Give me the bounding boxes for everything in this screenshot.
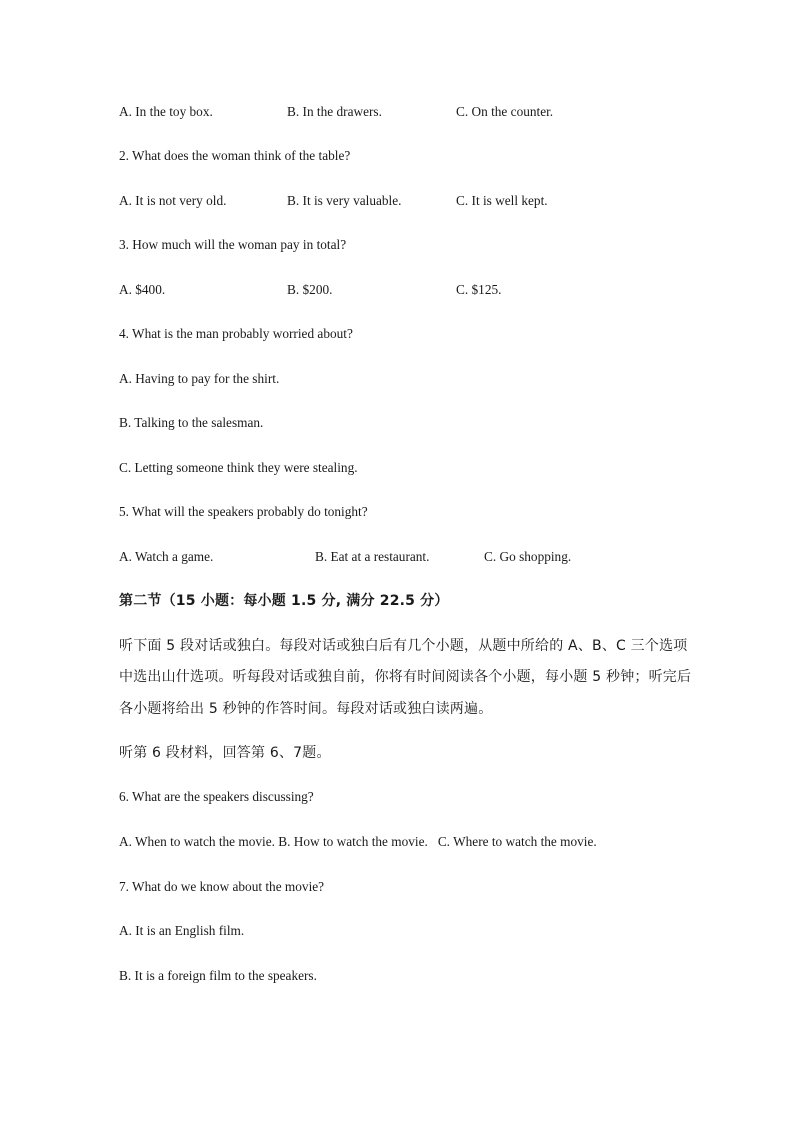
- q3-option-c: C. $125.: [456, 282, 502, 297]
- q4-option-a: A. Having to pay for the shirt.: [119, 371, 280, 386]
- section2-instructions-line-1: 听下面 5 段对话或独白。每段对话或独白后有几个小题，从题中所给的 A、B、C 三个选项: [119, 638, 688, 654]
- q1-option-c: C. On the counter.: [456, 104, 554, 119]
- q5-option-a: A. Watch a game.: [119, 549, 214, 564]
- section2-heading: 第二节（15 小题：每小题 1.5 分, 满分 22.5 分）: [119, 593, 449, 609]
- q2-option-a: A. It is not very old.: [119, 193, 227, 208]
- q7-question: 7. What do we know about the movie?: [119, 879, 325, 894]
- q4-option-b: B. Talking to the salesman.: [119, 415, 264, 430]
- q7-option-a: A. It is an English film.: [119, 923, 245, 938]
- q4-question: 4. What is the man probably worried about?: [119, 326, 353, 341]
- q2-option-b: B. It is very valuable.: [287, 193, 402, 208]
- q5-option-c: C. Go shopping.: [484, 549, 572, 564]
- q5-question: 5. What will the speakers probably do tonight?: [119, 504, 368, 519]
- section2-instructions-line-3: 各小题将给出 5 秒钟的作答时间。每段对话或独白读两遍。: [119, 701, 493, 717]
- q3-option-a: A. $400.: [119, 282, 166, 297]
- q3-question: 3. How much will the woman pay in total?: [119, 237, 347, 252]
- section2-material-intro: 听第 6 段材料，回答第 6、7题。: [119, 745, 331, 761]
- q5-option-b: B. Eat at a restaurant.: [315, 549, 430, 564]
- q6-question: 6. What are the speakers discussing?: [119, 789, 314, 804]
- section2-instructions-line-2: 中选出山什选项。听每段对话或独自前，你将有时间阅读各个小题，每小题 5 秒钟；听完后: [119, 669, 692, 685]
- q2-question: 2. What does the woman think of the table?: [119, 148, 351, 163]
- q2-option-c: C. It is well kept.: [456, 193, 548, 208]
- q4-option-c: C. Letting someone think they were stealing.: [119, 460, 358, 475]
- q6-options: A. When to watch the movie. B. How to watch the movie. C. Where to watch the movie.: [119, 834, 597, 849]
- q1-option-a: A. In the toy box.: [119, 104, 213, 119]
- q1-option-b: B. In the drawers.: [287, 104, 382, 119]
- q3-option-b: B. $200.: [287, 282, 333, 297]
- q7-option-b: B. It is a foreign film to the speakers.: [119, 968, 317, 983]
